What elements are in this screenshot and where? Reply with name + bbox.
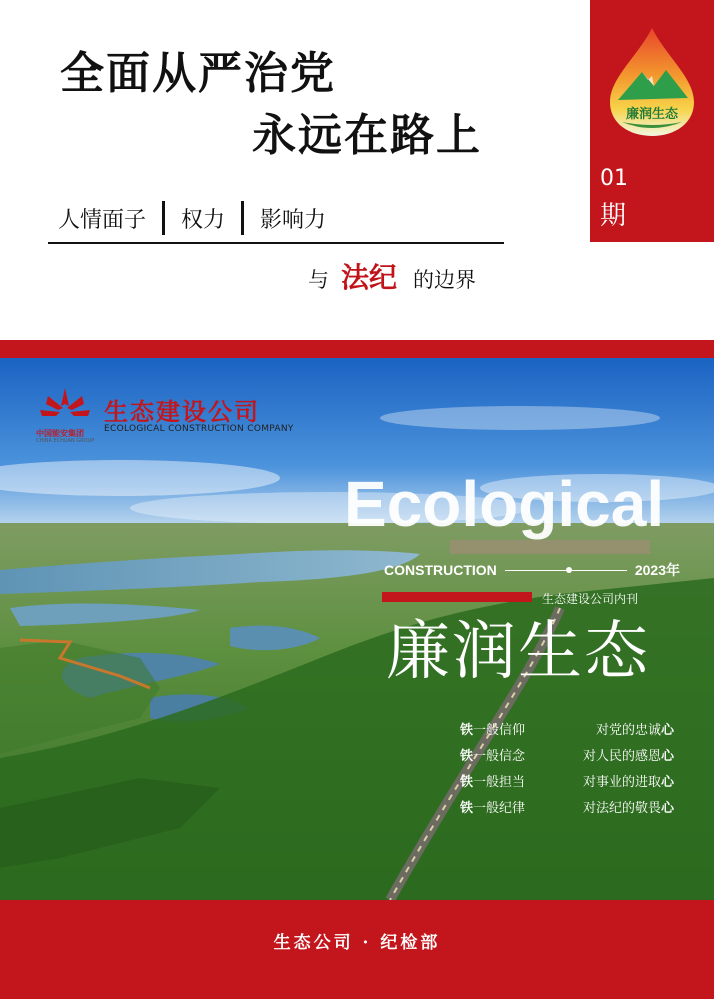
motto-key: 铁 <box>460 723 474 738</box>
construction-word: CONSTRUCTION <box>384 562 497 578</box>
group-name-en: CHINA ECHUAN GROUP <box>36 438 95 444</box>
motto-end: 心 <box>660 775 674 790</box>
issue-label: 期 <box>600 201 627 231</box>
boundary-highlight: 法纪 <box>341 261 398 294</box>
company-name: 生态建设公司 <box>104 398 260 426</box>
boundary-prefix: 与 <box>308 268 329 292</box>
motto-right: 对法纪的敬畏 <box>582 801 661 816</box>
header-rule <box>48 242 504 244</box>
publication-label: 生态建设公司内刊 <box>542 592 639 606</box>
motto-key: 铁 <box>460 775 474 790</box>
motto-left: 一般担当 <box>473 775 526 790</box>
issue-year: 2023年 <box>634 562 680 578</box>
construction-divider <box>505 570 627 571</box>
headline-line-2: 永远在路上 <box>252 110 482 161</box>
accent-bar <box>382 592 532 602</box>
motto-item <box>460 770 674 796</box>
group-name: 中国能安集团 <box>36 429 84 438</box>
motto-left: 一般信仰 <box>473 723 526 738</box>
boundary-line <box>308 256 476 296</box>
motto-left: 一般信念 <box>473 749 526 764</box>
subtitle-divider <box>162 201 165 235</box>
company-name-en: ECOLOGICAL CONSTRUCTION COMPANY <box>104 424 294 434</box>
subtitle-item-favor: 人情面子 <box>58 207 147 233</box>
subtitle-divider <box>241 201 244 235</box>
motto-key: 铁 <box>460 801 474 816</box>
motto-end: 心 <box>660 749 674 764</box>
motto-key: 铁 <box>460 749 474 764</box>
boundary-suffix: 的边界 <box>413 268 477 292</box>
motto-end: 心 <box>660 723 674 738</box>
motto-right: 对人民的感恩 <box>582 749 661 764</box>
motto-end: 心 <box>660 801 674 816</box>
logo-text: 廉润生态 <box>625 107 679 122</box>
subtitle-row <box>58 198 326 238</box>
motto-item <box>460 796 674 822</box>
subtitle-item-influence: 影响力 <box>260 207 327 233</box>
company-logo-icon <box>38 384 92 424</box>
subtitle-item-power: 权力 <box>181 207 226 233</box>
motto-list <box>460 718 674 822</box>
issue-tab <box>590 0 714 242</box>
motto-right: 对党的忠诚 <box>595 723 661 738</box>
drop-logo-icon <box>608 26 696 138</box>
motto-item <box>460 718 674 744</box>
hero-top-band <box>0 340 714 358</box>
construction-row <box>384 560 680 580</box>
issue-number: 01 <box>600 166 628 191</box>
motto-left: 一般纪律 <box>473 801 526 816</box>
headline-line-1: 全面从严治党 <box>60 48 336 99</box>
motto-right: 对事业的进取 <box>582 775 661 790</box>
department-label: 生态公司 · 纪检部 <box>273 933 441 953</box>
ecological-title: Ecological <box>344 468 665 540</box>
motto-item <box>460 744 674 770</box>
magazine-title: 廉润生态 <box>386 615 650 689</box>
